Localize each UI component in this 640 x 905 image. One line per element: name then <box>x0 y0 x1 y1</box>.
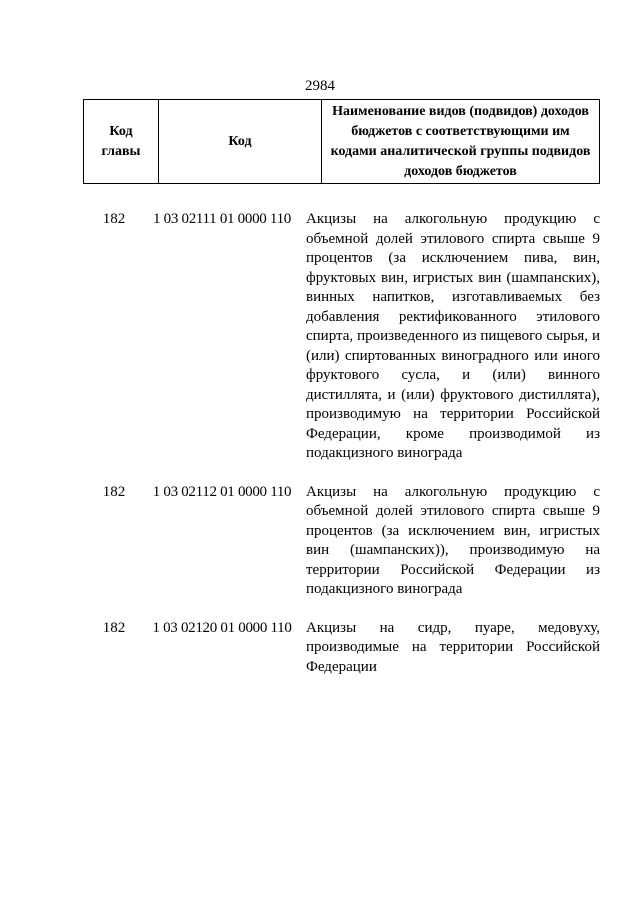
table-header <box>83 99 600 184</box>
row-name: Акцизы на алкогольную продукцию с объемной долей этилового спирта свыше 9 процентов (за исключением пива, вин, фруктовых вин, игристых вин (шампанских), винных напитков, изготавливаемых без добавления ректификованного этилового спирта, произведенного из пищевого сырья, и (или) спиртованных виноградного или иного фруктового сусла, и (или) винного дистиллята, и (или) фруктового дистиллята), производимую на территории Российской Федерации, кроме производимой из подакцизного винограда <box>306 211 600 461</box>
row-code: 1 03 02112 01 0000 110 <box>152 483 292 500</box>
row-code: 1 03 02120 01 0000 110 <box>152 619 292 636</box>
table-body <box>83 210 600 677</box>
row-name: Акцизы на сидр, пуаре, медовуху, производимые на территории Российской Федерации <box>306 619 600 675</box>
row-chapter-code: 182 <box>102 483 126 500</box>
header-name: Наименование видов (подвидов) доходов бюджетов с соответствующими им кодами аналитической группы подвидов доходов бюджетов <box>322 100 600 184</box>
row-chapter-code: 182 <box>102 619 126 636</box>
table-row <box>83 483 600 600</box>
header-code: Код <box>159 100 322 184</box>
row-name: Акцизы на алкогольную продукцию с объемной долей этилового спирта свыше 9 процентов (за исключением вин, игристых вин (шампанских)), производимую на территории Российской Федерации из подакцизного винограда <box>306 483 600 597</box>
row-chapter-code: 182 <box>102 211 126 227</box>
table-row <box>83 210 600 464</box>
row-code: 1 03 02111 01 0000 110 <box>153 211 291 227</box>
table-row <box>83 619 600 678</box>
page-number: 2984 <box>305 78 335 94</box>
header-chapter-code: Код главы <box>84 100 159 184</box>
